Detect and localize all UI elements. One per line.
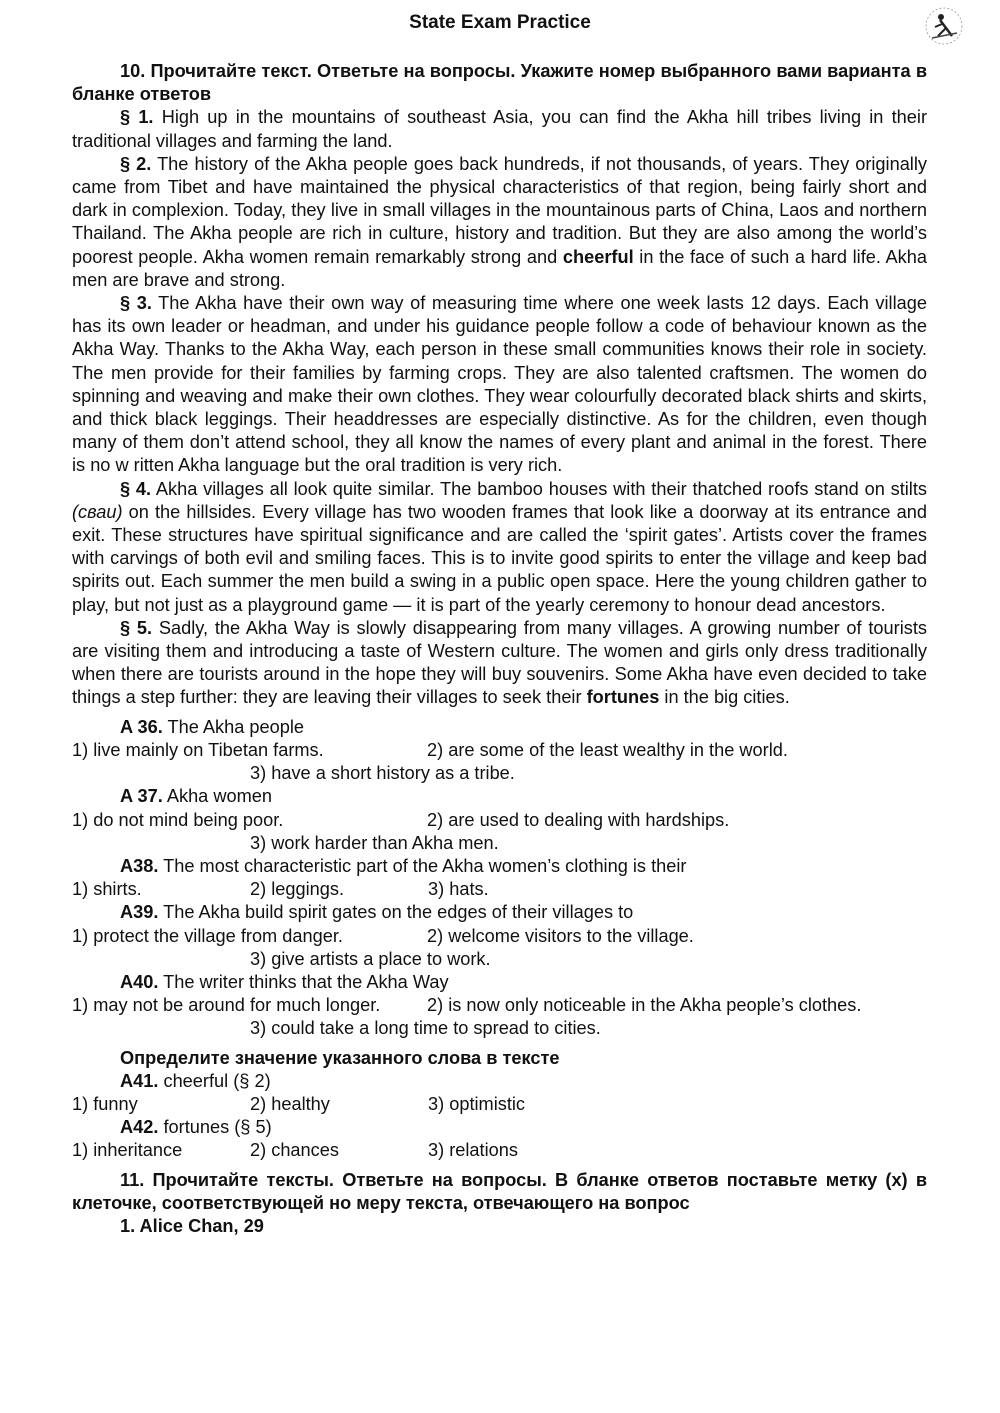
question-num: A39. (120, 902, 159, 923)
paragraph-num: § 4. (120, 478, 152, 499)
question-stem: fortunes (§ 5) (158, 1117, 272, 1138)
option[interactable]: 3) relations (428, 1140, 518, 1161)
task11-item-1: 1. Alice Chan, 29 (120, 1215, 264, 1236)
question-a38 (72, 855, 927, 878)
option[interactable]: 2) are some of the least wealthy in the world. (427, 739, 788, 760)
option[interactable]: 3) could take a long time to spread to cities. (250, 1018, 601, 1039)
question-stem: The writer thinks that the Akha Way (158, 971, 449, 992)
vocab-heading: Определите значение указанного слова в тексте (120, 1047, 560, 1068)
options-row (72, 1139, 927, 1162)
question-stem: The Akha people (162, 716, 305, 737)
option[interactable]: 3) hats. (428, 879, 489, 900)
paragraph-text: High up in the mountains of southeast Asia, you can find the Akha hill tribes living in their traditional villages and farming the land. (72, 107, 928, 151)
paragraph-4 (72, 478, 927, 617)
option[interactable]: 2) leggings. (250, 879, 345, 900)
paragraph-text: The history of the Akha people goes back hundreds, if not thousands, of years. They originally came from Tibet and have maintained the physical characteristics of that region, being fairly short and dark in complexion. Today, they live in small villages in the mountainous parts of China, Laos and northern Thailand. The Akha people are rich in culture, history and tradition. But they are also among the world’s poorest people. Akha women remain remarkably strong and (72, 153, 927, 267)
document-body (72, 60, 927, 1238)
question-stem: Akha women (162, 786, 272, 807)
question-stem: The Akha build spirit gates on the edges of their villages to (158, 902, 634, 923)
options-row (72, 925, 927, 948)
question-num: A41. (120, 1070, 159, 1091)
highlight-word: cheerful (562, 246, 634, 267)
option[interactable]: 2) are used to dealing with hardships. (427, 809, 730, 830)
option[interactable]: 1) live mainly on Tibetan farms. (72, 739, 324, 760)
question-stem: cheerful (§ 2) (158, 1070, 271, 1091)
task11-heading: 11. Прочитайте тексты. Ответьте на вопросы. В бланке ответов поставьте метку (x) в клеточке, соответствующей но меру текста, отвечающего на вопрос (72, 1169, 927, 1213)
option[interactable]: 3) optimistic (428, 1093, 526, 1114)
question-a37 (72, 785, 927, 808)
question-num: A 37. (120, 786, 163, 807)
skier-logo-icon (924, 6, 964, 46)
paragraph-num: § 5. (120, 617, 153, 638)
paragraph-text: on the hillsides. Every village has two wooden frames that look like a doorway at its entrance and exit. These structures have spiritual significance and are called the ‘spirit gates’. Artists cover the frames with carvings of both evil and smiling faces. This is to invite good spirits to enter the village and keep bad spirits out. Each summer the men build a swing in a public open space. Here the young children gather to play, but not just as a playground game — it is part of the yearly ceremony to honour dead ancestors. (72, 501, 927, 615)
option[interactable]: 2) chances (250, 1140, 339, 1161)
option[interactable]: 3) have a short history as a tribe. (250, 763, 515, 784)
paragraph-text: Sadly, the Akha Way is slowly disappearing from many villages. A growing number of tourists are visiting them and introducing a taste of Western culture. The women and girls only dress traditionally when there are tourists around in the hope they will buy souvenirs. Some Akha have even decided to take things a step further: they are leaving their villages to seek their (72, 617, 927, 708)
options-row (72, 994, 927, 1017)
option[interactable]: 1) protect the village from danger. (72, 925, 343, 946)
paragraph-1 (72, 106, 927, 152)
paragraph-num: § 3. (120, 293, 152, 314)
question-num: A40. (120, 971, 159, 992)
option[interactable]: 1) inheritance (72, 1140, 183, 1161)
options-row (72, 878, 927, 901)
option[interactable]: 1) may not be around for much longer. (72, 995, 381, 1016)
option[interactable]: 1) funny (72, 1093, 138, 1114)
question-a41 (72, 1070, 927, 1093)
option[interactable]: 1) shirts. (72, 879, 142, 900)
options-row (72, 809, 927, 832)
question-num: A38. (120, 855, 159, 876)
option[interactable]: 2) healthy (250, 1093, 330, 1114)
page-title: State Exam Practice (409, 12, 591, 33)
paragraph-5 (72, 617, 927, 710)
paragraph-text: Akha villages all look quite similar. The bamboo houses with their thatched roofs stand on stilts (151, 478, 927, 499)
highlight-word: fortunes (586, 687, 660, 708)
question-num: A 36. (120, 716, 163, 737)
question-a39 (72, 901, 927, 924)
paragraph-num: § 1. (120, 107, 154, 128)
paragraph-num: § 2. (120, 153, 152, 174)
option[interactable]: 3) give artists a place to work. (250, 948, 491, 969)
paragraph-text: in the face of such a hard life. Akha men are brave and strong. (72, 246, 927, 290)
paragraph-text: in the big cities. (659, 687, 790, 708)
option[interactable]: 2) welcome visitors to the village. (427, 925, 694, 946)
paragraph-2 (72, 153, 927, 292)
paragraph-3 (72, 292, 927, 478)
question-stem: The most characteristic part of the Akha women’s clothing is their (158, 855, 687, 876)
question-a40 (72, 971, 927, 994)
question-a42 (72, 1116, 927, 1139)
option[interactable]: 2) is now only noticeable in the Akha people’s clothes. (427, 995, 862, 1016)
question-a36 (72, 716, 927, 739)
option[interactable]: 1) do not mind being poor. (72, 809, 284, 830)
options-row (72, 739, 927, 762)
options-row (72, 1093, 927, 1116)
option[interactable]: 3) work harder than Akha men. (250, 832, 499, 853)
gloss: (сваи) (72, 501, 123, 522)
task10-heading: 10. Прочитайте текст. Ответьте на вопросы. Укажите номер выбранного вами варианта в бланке ответов (72, 61, 927, 105)
paragraph-text: The Akha have their own way of measuring time where one week lasts 12 days. Each village has its own leader or headman, and under his guidance people follow a code of behaviour known as the Akha Way. Thanks to the Akha Way, each person in these small communities knows their role in society. The men provide for their families by farming crops. They are also talented craftsmen. The women do spinning and weaving and make their own clothes. They wear colourfully decorated black shirts and skirts, and thick black leggings. Their headdresses are especially distinctive. As for the children, even though many of them don’t attend school, they all know the names of every plant and animal in the forest. There is no w ritten Akha language but the oral tradition is very rich. (72, 293, 927, 476)
question-num: A42. (120, 1117, 159, 1138)
